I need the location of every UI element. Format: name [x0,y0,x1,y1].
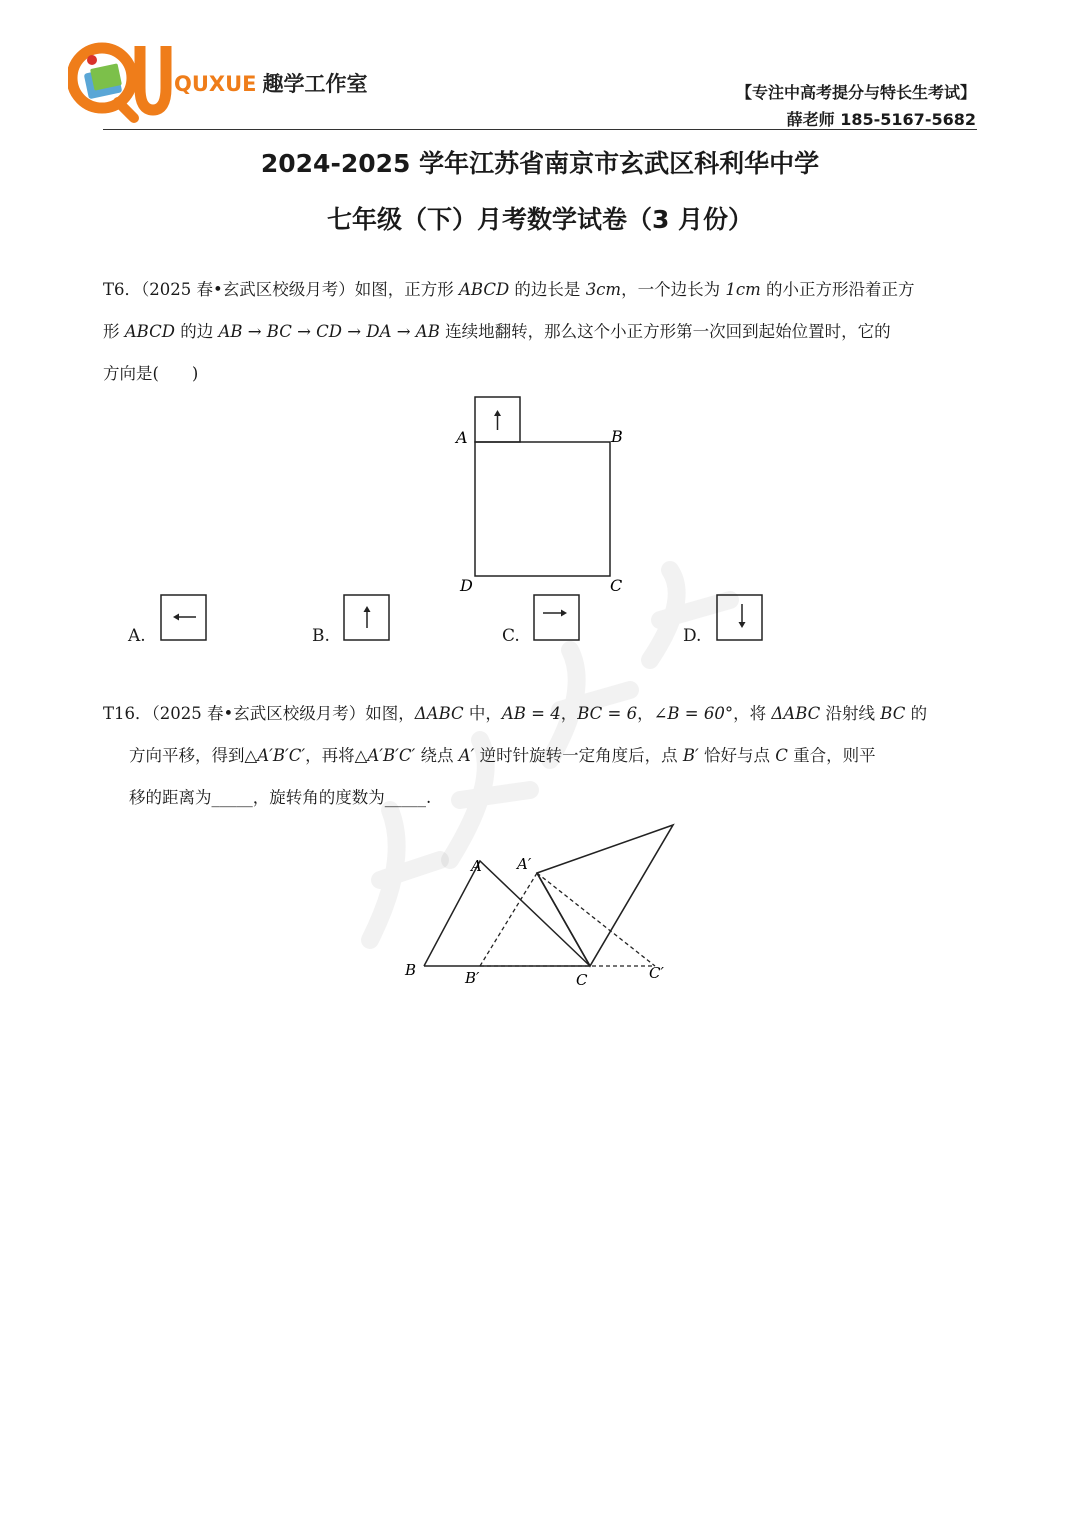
text-run: 如图，正方形 [354,280,459,299]
down-arrow-icon [739,604,746,628]
label-c: C [610,576,623,595]
label-a: A [456,428,468,447]
text-run: 方向平移，得到△ [129,746,258,765]
math-triangle: A′B′C′ [367,746,416,765]
option-a-figure[interactable] [160,594,208,642]
math-point: C [775,746,788,765]
label-b: B [405,961,417,979]
rotated-triangle [537,825,673,966]
segment-a2b2 [480,873,537,966]
text-run: 逆时针旋转一定角度后，点 [474,746,683,765]
question-t6-line1 [103,269,977,311]
text-run: ，一个边长为 [621,280,726,299]
question-t6 [103,269,977,395]
separator: ， [560,704,578,723]
text-run: 沿射线 [820,704,881,723]
text-run: 的小正方形沿着正方 [760,280,915,299]
text-run: 的边长是 [509,280,586,299]
segment-a2c [537,873,590,966]
left-arrow-icon [173,614,196,621]
text-run: ，再将△ [305,746,368,765]
option-a-label[interactable]: A. [128,626,146,646]
up-arrow-icon [364,606,371,628]
question-source: （2025 春•玄武区校级月考） [151,704,366,723]
question-t6-line3: 方向是( ) [103,364,199,383]
right-arrow-icon [543,610,567,617]
page-subtitle: 七年级（下）月考数学试卷（3 月份） [326,205,754,234]
text-run: 的边 [174,322,219,341]
text-run: 的 [905,704,928,723]
math-square: ABCD [124,322,175,341]
text-run: ，将 [733,704,772,723]
text-run: 形 [103,322,125,341]
math-angle: ∠B = 60° [653,704,734,723]
label-c: C [576,971,588,989]
text-run: 重合，则平 [787,746,876,765]
option-b-label[interactable]: B. [312,626,330,646]
triangle-abc [424,861,590,966]
math-point: B′ [682,746,699,765]
math-bc: BC = 6 [577,704,638,723]
text-run: 绕点 [415,746,459,765]
logo-studio-name: 趣学工作室 [262,72,368,96]
question-t16-line2 [103,735,977,777]
text-run: 如图， [365,704,415,723]
text-run: 连续地翻转，那么这个小正方形第一次回到起始位置时，它的 [439,322,891,341]
question-t16-line3: 移的距离为_____，旋转角的度数为_____. [129,788,432,807]
text-run: 中， [463,704,502,723]
question-number: T6． [103,280,142,299]
label-a: A [471,857,482,875]
label-d: D [460,576,473,595]
header-tagline: 【专注中高考提分与特长生考试】 [735,83,976,102]
math-square: ABCD [458,280,510,299]
option-c-figure[interactable] [533,594,581,642]
up-arrow-icon [494,410,501,430]
header-contact: 薛老师 185-5167-5682 [786,110,976,129]
qu-logo-icon [68,40,178,124]
option-b-figure[interactable] [343,594,391,642]
separator: ， [637,704,654,723]
math-triangle: ΔABC [771,704,821,723]
header-divider [103,129,977,130]
math-triangle: ΔABC [414,704,464,723]
option-c-label[interactable]: C. [502,626,520,646]
question-t6-line2 [103,311,977,353]
square-figure [440,390,640,600]
math-path: AB → BC → CD → DA → AB [218,322,440,341]
label-a-prime: A′ [517,855,532,873]
math-length: 3cm [585,280,622,299]
triangle-figure [395,815,695,995]
text-run: 恰好与点 [698,746,776,765]
question-t16-line1 [103,693,977,735]
option-d-figure[interactable] [716,594,764,642]
math-ray: BC [880,704,906,723]
question-number: T16． [103,704,152,723]
math-ab: AB = 4 [501,704,561,723]
logo-word: QUXUE [174,72,257,96]
label-b: B [611,427,623,446]
page-title: 2024-2025 学年江苏省南京市玄武区科利华中学 [260,149,820,178]
label-b-prime: B′ [465,969,480,987]
question-t16 [103,693,977,819]
option-d-label[interactable]: D. [683,626,702,646]
label-c-prime: C′ [649,964,664,982]
big-square [475,442,610,576]
question-source: （2025 春•玄武区校级月考） [141,280,355,299]
quxue-logo [68,40,388,124]
math-triangle: A′B′C′ [257,746,306,765]
math-length: 1cm [725,280,761,299]
math-point: A′ [458,746,475,765]
